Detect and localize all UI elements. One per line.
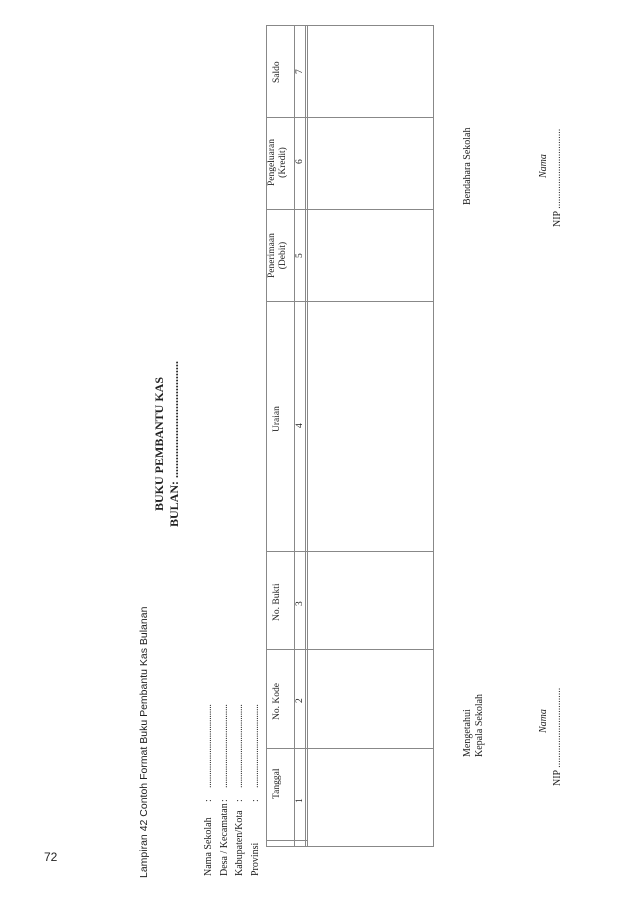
info-value: ...................................... — [203, 704, 214, 788]
info-label: Nama Sekolah — [203, 817, 214, 876]
header-separator — [294, 26, 295, 846]
info-row-desa-kecamatan — [216, 704, 232, 876]
column-divider — [267, 649, 433, 650]
signature-label: Mengetahui — [462, 709, 473, 757]
info-colon: : — [218, 799, 230, 802]
info-value: ...................................... — [218, 704, 230, 788]
page-number: 72 — [44, 850, 58, 864]
column-header-uraian: Uraian — [272, 406, 282, 432]
info-row-kabupaten-kota — [231, 704, 247, 876]
signature-right-name: Nama — [538, 154, 549, 178]
appendix-title: Lampiran 42 Contoh Format Buku Pembantu Kas Bulanan — [138, 606, 150, 878]
number-row-separator-double — [307, 26, 308, 846]
column-divider — [267, 209, 433, 210]
info-label: Provinsi — [249, 842, 261, 876]
info-label: Desa / Kecamatan — [218, 803, 230, 876]
column-number-4: 4 — [295, 423, 305, 428]
info-colon: : — [234, 799, 245, 802]
info-colon: : — [203, 799, 214, 802]
column-number-3: 3 — [295, 601, 305, 606]
column-number-2: 2 — [295, 698, 305, 703]
document-title: BUKU PEMBANTU KAS — [152, 376, 166, 511]
column-divider — [267, 117, 433, 118]
column-header-no-bukti: No. Bukti — [272, 583, 282, 621]
info-label: Kabupaten/Kota — [234, 810, 245, 876]
column-number-5: 5 — [295, 253, 305, 258]
column-header-line: Penerimaan — [267, 233, 277, 278]
column-header-no-kode: No. Kode — [272, 683, 282, 720]
info-row-nama-sekolah — [200, 704, 216, 876]
column-divider — [267, 551, 433, 552]
column-header-line: (Kredit) — [278, 147, 288, 178]
signature-title: Bendahara Sekolah — [462, 127, 473, 205]
column-header-saldo: Saldo — [272, 61, 282, 83]
signature-left — [462, 694, 486, 757]
info-value: ...................................... — [249, 704, 261, 788]
info-row-provinsi — [247, 704, 263, 876]
column-header-tanggal: Tanggal — [272, 768, 282, 799]
signature-title: Kepala Sekolah — [474, 693, 485, 757]
signature-left-nip: NIP ................................ — [552, 687, 563, 786]
signature-right — [462, 128, 474, 205]
document-title-block — [152, 361, 182, 527]
info-colon: : — [249, 799, 261, 802]
column-header-penerimaan — [267, 233, 289, 278]
column-header-line: Pengeluaran — [267, 139, 277, 186]
month-label: BULAN: ....................................... — [167, 360, 181, 527]
ledger-table — [266, 25, 434, 847]
column-header-line: (Debit) — [278, 241, 288, 270]
column-header-pengeluaran — [267, 139, 289, 186]
first-row-divider — [267, 840, 307, 841]
column-divider — [267, 301, 433, 302]
column-number-6: 6 — [295, 159, 305, 164]
column-number-7: 7 — [295, 69, 305, 74]
signature-left-name: Nama — [538, 709, 549, 733]
column-divider — [267, 748, 433, 749]
number-row-separator — [305, 26, 306, 846]
signature-right-nip: NIP ................................ — [552, 128, 563, 227]
school-info — [200, 704, 262, 876]
column-number-1: 1 — [295, 798, 305, 803]
info-value: ...................................... — [234, 704, 245, 788]
